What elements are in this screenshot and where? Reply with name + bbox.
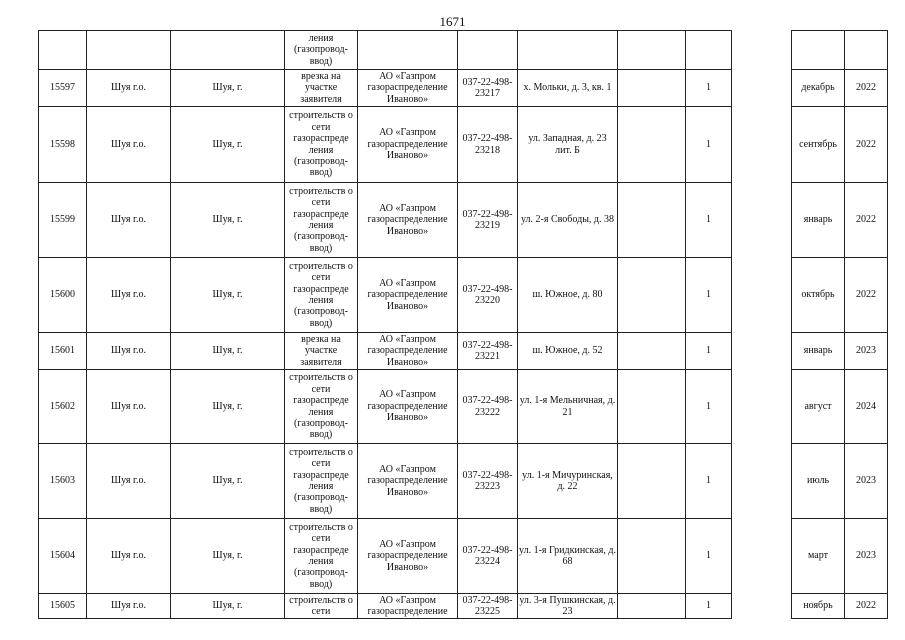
district-cell: Шуя г.о. xyxy=(87,258,171,333)
row-number-cell: 15605 xyxy=(39,594,87,619)
empty-cell xyxy=(732,444,792,519)
application-code-cell: 037-22-498-23221 xyxy=(458,333,518,370)
year-cell: 2023 xyxy=(845,444,888,519)
district-cell: Шуя г.о. xyxy=(87,107,171,183)
address-cell: ш. Южное, д. 80 xyxy=(518,258,618,333)
quantity-cell: 1 xyxy=(686,333,732,370)
table-row xyxy=(39,258,888,333)
row-number-cell: 15600 xyxy=(39,258,87,333)
year-cell: 2024 xyxy=(845,370,888,444)
district-cell: Шуя г.о. xyxy=(87,594,171,619)
year-cell: 2023 xyxy=(845,333,888,370)
organization-cell: АО «Газпром газораспределение Иваново» xyxy=(358,183,458,258)
row-number-cell: 15598 xyxy=(39,107,87,183)
organization-cell: АО «Газпром газораспределение Иваново» xyxy=(358,333,458,370)
table-row xyxy=(39,594,888,619)
row-number-cell: 15603 xyxy=(39,444,87,519)
district-cell: Шуя г.о. xyxy=(87,183,171,258)
month-cell: июль xyxy=(792,444,845,519)
empty-cell xyxy=(732,107,792,183)
address-cell: х. Мольки, д. 3, кв. 1 xyxy=(518,70,618,107)
empty-cell xyxy=(618,519,686,594)
empty-cell xyxy=(732,370,792,444)
work-type-cell: строительств о сети xyxy=(285,594,358,619)
empty-cell xyxy=(618,70,686,107)
district-cell: Шуя г.о. xyxy=(87,70,171,107)
work-type-cell: строительств о сети газораспреде ления (газопровод-ввод) xyxy=(285,444,358,519)
application-code-cell: 037-22-498-23219 xyxy=(458,183,518,258)
work-type-cell: строительств о сети газораспреде ления (газопровод-ввод) xyxy=(285,370,358,444)
month-cell: январь xyxy=(792,183,845,258)
row-number-cell: 15597 xyxy=(39,70,87,107)
quantity-cell: 1 xyxy=(686,370,732,444)
quantity-cell: 1 xyxy=(686,107,732,183)
table-row xyxy=(39,370,888,444)
application-code-cell: 037-22-498-23217 xyxy=(458,70,518,107)
row-number-cell: 15601 xyxy=(39,333,87,370)
locality-cell: Шуя, г. xyxy=(171,444,285,519)
organization-cell: АО «Газпром газораспределение Иваново» xyxy=(358,370,458,444)
work-type-cell: врезка на участке заявителя xyxy=(285,70,358,107)
month-cell: август xyxy=(792,370,845,444)
row-number-cell: 15599 xyxy=(39,183,87,258)
locality-cell: Шуя, г. xyxy=(171,594,285,619)
row-number-cell: 15602 xyxy=(39,370,87,444)
quantity-cell: 1 xyxy=(686,70,732,107)
quantity-cell: 1 xyxy=(686,258,732,333)
work-type-cell: строительств о сети газораспреде ления (газопровод-ввод) xyxy=(285,519,358,594)
district-cell: Шуя г.о. xyxy=(87,370,171,444)
district-cell: Шуя г.о. xyxy=(87,444,171,519)
work-type-cell: строительств о сети газораспреде ления (газопровод-ввод) xyxy=(285,107,358,183)
month-cell: сентябрь xyxy=(792,107,845,183)
row-number-cell: 15604 xyxy=(39,519,87,594)
district-cell: Шуя г.о. xyxy=(87,333,171,370)
address-cell: ул. 3-я Пушкинская, д. 23 xyxy=(519,594,616,617)
table-row xyxy=(39,183,888,258)
empty-cell xyxy=(618,107,686,183)
application-code-cell: 037-22-498-23225 xyxy=(458,594,518,619)
month-cell: октябрь xyxy=(792,258,845,333)
quantity-cell: 1 xyxy=(686,183,732,258)
year-cell: 2022 xyxy=(845,594,888,619)
year-cell: 2022 xyxy=(845,183,888,258)
empty-cell xyxy=(732,519,792,594)
work-type-cell: строительств о сети газораспреде ления (газопровод-ввод) xyxy=(285,183,358,258)
address-cell: ш. Южное, д. 52 xyxy=(518,333,618,370)
quantity-cell: 1 xyxy=(686,594,732,619)
organization-cell: АО «Газпром газораспределение Иваново» xyxy=(358,258,458,333)
empty-cell xyxy=(732,70,792,107)
month-cell: декабрь xyxy=(792,70,845,107)
address-cell: ул. Западная, д. 23 лит. Б xyxy=(518,107,618,183)
organization-cell: АО «Газпром газораспределение Иваново» xyxy=(358,70,458,107)
address-cell: ул. 1-я Гридкинская, д. 68 xyxy=(518,519,618,594)
year-cell: 2022 xyxy=(845,107,888,183)
address-cell: ул. 1-я Мичуринская, д. 22 xyxy=(518,444,618,519)
work-type-cell: врезка на участке заявителя xyxy=(285,333,358,370)
table-row-fragment xyxy=(39,31,888,70)
application-code-cell: 037-22-498-23220 xyxy=(458,258,518,333)
year-cell: 2023 xyxy=(845,519,888,594)
empty-cell xyxy=(618,370,686,444)
application-code-cell: 037-22-498-23218 xyxy=(458,107,518,183)
locality-cell: Шуя, г. xyxy=(171,70,285,107)
address-cell: ул. 2-я Свободы, д. 38 xyxy=(518,183,618,258)
organization-cell: АО «Газпром газораспределение Иваново» xyxy=(358,444,458,519)
empty-cell xyxy=(618,258,686,333)
empty-cell xyxy=(618,444,686,519)
table-row xyxy=(39,519,888,594)
organization-cell: АО «Газпром газораспределение Иваново» xyxy=(358,519,458,594)
organization-cell: АО «Газпром газораспределение Иваново» xyxy=(358,107,458,183)
application-code-cell: 037-22-498-23223 xyxy=(458,444,518,519)
work-type-cell: ления (газопровод-ввод) xyxy=(285,31,358,70)
empty-cell xyxy=(732,594,792,619)
empty-cell xyxy=(618,594,686,619)
locality-cell: Шуя, г. xyxy=(171,370,285,444)
application-code-cell: 037-22-498-23222 xyxy=(458,370,518,444)
work-type-cell: строительств о сети газораспреде ления (газопровод-ввод) xyxy=(285,258,358,333)
quantity-cell: 1 xyxy=(686,519,732,594)
address-cell: ул. 1-я Мельничная, д. 21 xyxy=(518,370,618,444)
locality-cell: Шуя, г. xyxy=(171,258,285,333)
year-cell: 2022 xyxy=(845,258,888,333)
empty-cell xyxy=(732,183,792,258)
month-cell: январь xyxy=(792,333,845,370)
month-cell: ноябрь xyxy=(792,594,845,619)
locality-cell: Шуя, г. xyxy=(171,183,285,258)
locality-cell: Шуя, г. xyxy=(171,333,285,370)
empty-cell xyxy=(618,183,686,258)
table-row xyxy=(39,444,888,519)
registry-table xyxy=(38,30,888,619)
empty-cell xyxy=(618,333,686,370)
month-cell: март xyxy=(792,519,845,594)
locality-cell: Шуя, г. xyxy=(171,107,285,183)
empty-cell xyxy=(732,258,792,333)
table-row xyxy=(39,333,888,370)
table-row xyxy=(39,70,888,107)
page-number: 1671 xyxy=(439,14,466,29)
locality-cell: Шуя, г. xyxy=(171,519,285,594)
empty-cell xyxy=(732,333,792,370)
table-row xyxy=(39,107,888,183)
year-cell: 2022 xyxy=(845,70,888,107)
district-cell: Шуя г.о. xyxy=(87,519,171,594)
quantity-cell: 1 xyxy=(686,444,732,519)
organization-cell: АО «Газпром газораспределение xyxy=(358,594,458,619)
application-code-cell: 037-22-498-23224 xyxy=(458,519,518,594)
